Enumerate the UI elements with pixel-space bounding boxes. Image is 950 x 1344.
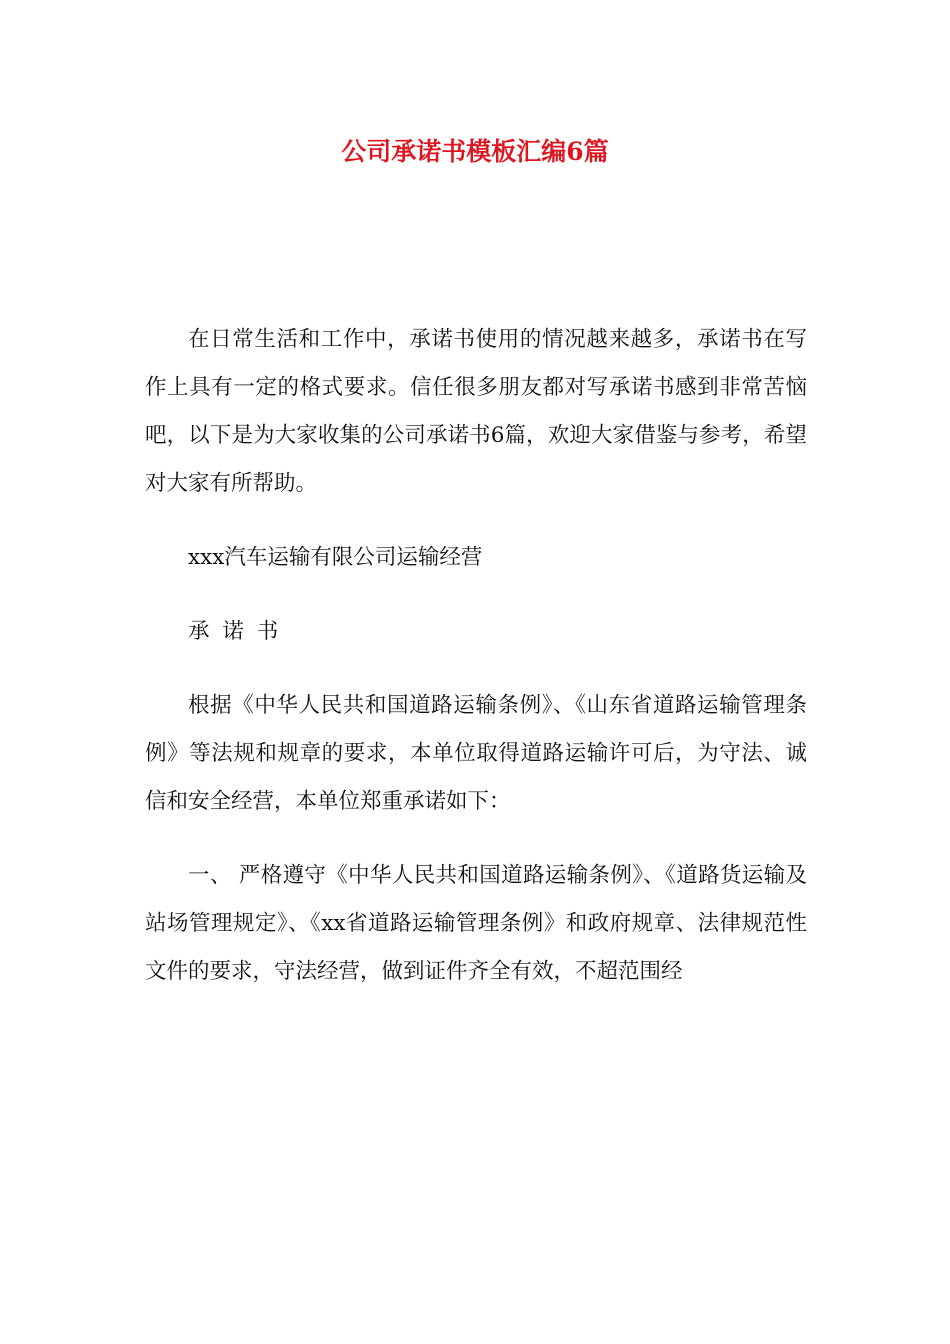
pledge-heading: 承诺书 — [188, 619, 292, 644]
intro-paragraph: 在日常生活和工作中，承诺书使用的情况越来越多，承诺书在写作上具有一定的格式要求。信任很多朋友都对写承诺书感到非常苦恼吧，以下是为大家收集的公司承诺书6篇，欢迎大家借鉴与参考，希望对大家有所帮助。 — [145, 327, 807, 496]
pledge-item-1: 一、 严格遵守《中华人民共和国道路运输条例》、《道路货运输及站场管理规定》、《xx省道路运输管理条例》和政府规章、法律规范性文件的要求，守法经营，做到证件齐全有效，不超范围经 — [145, 863, 807, 984]
company-heading: xxx汽车运输有限公司运输经营 — [188, 545, 483, 570]
pledge-preamble: 根据《中华人民共和国道路运输条例》、《山东省道路运输管理条例》等法规和规章的要求，本单位取得道路运输许可后，为守法、诚信和安全经营，本单位郑重承诺如下： — [145, 693, 807, 814]
document-body — [145, 316, 807, 1022]
document-title: 公司承诺书模板汇编6篇 — [341, 137, 609, 166]
